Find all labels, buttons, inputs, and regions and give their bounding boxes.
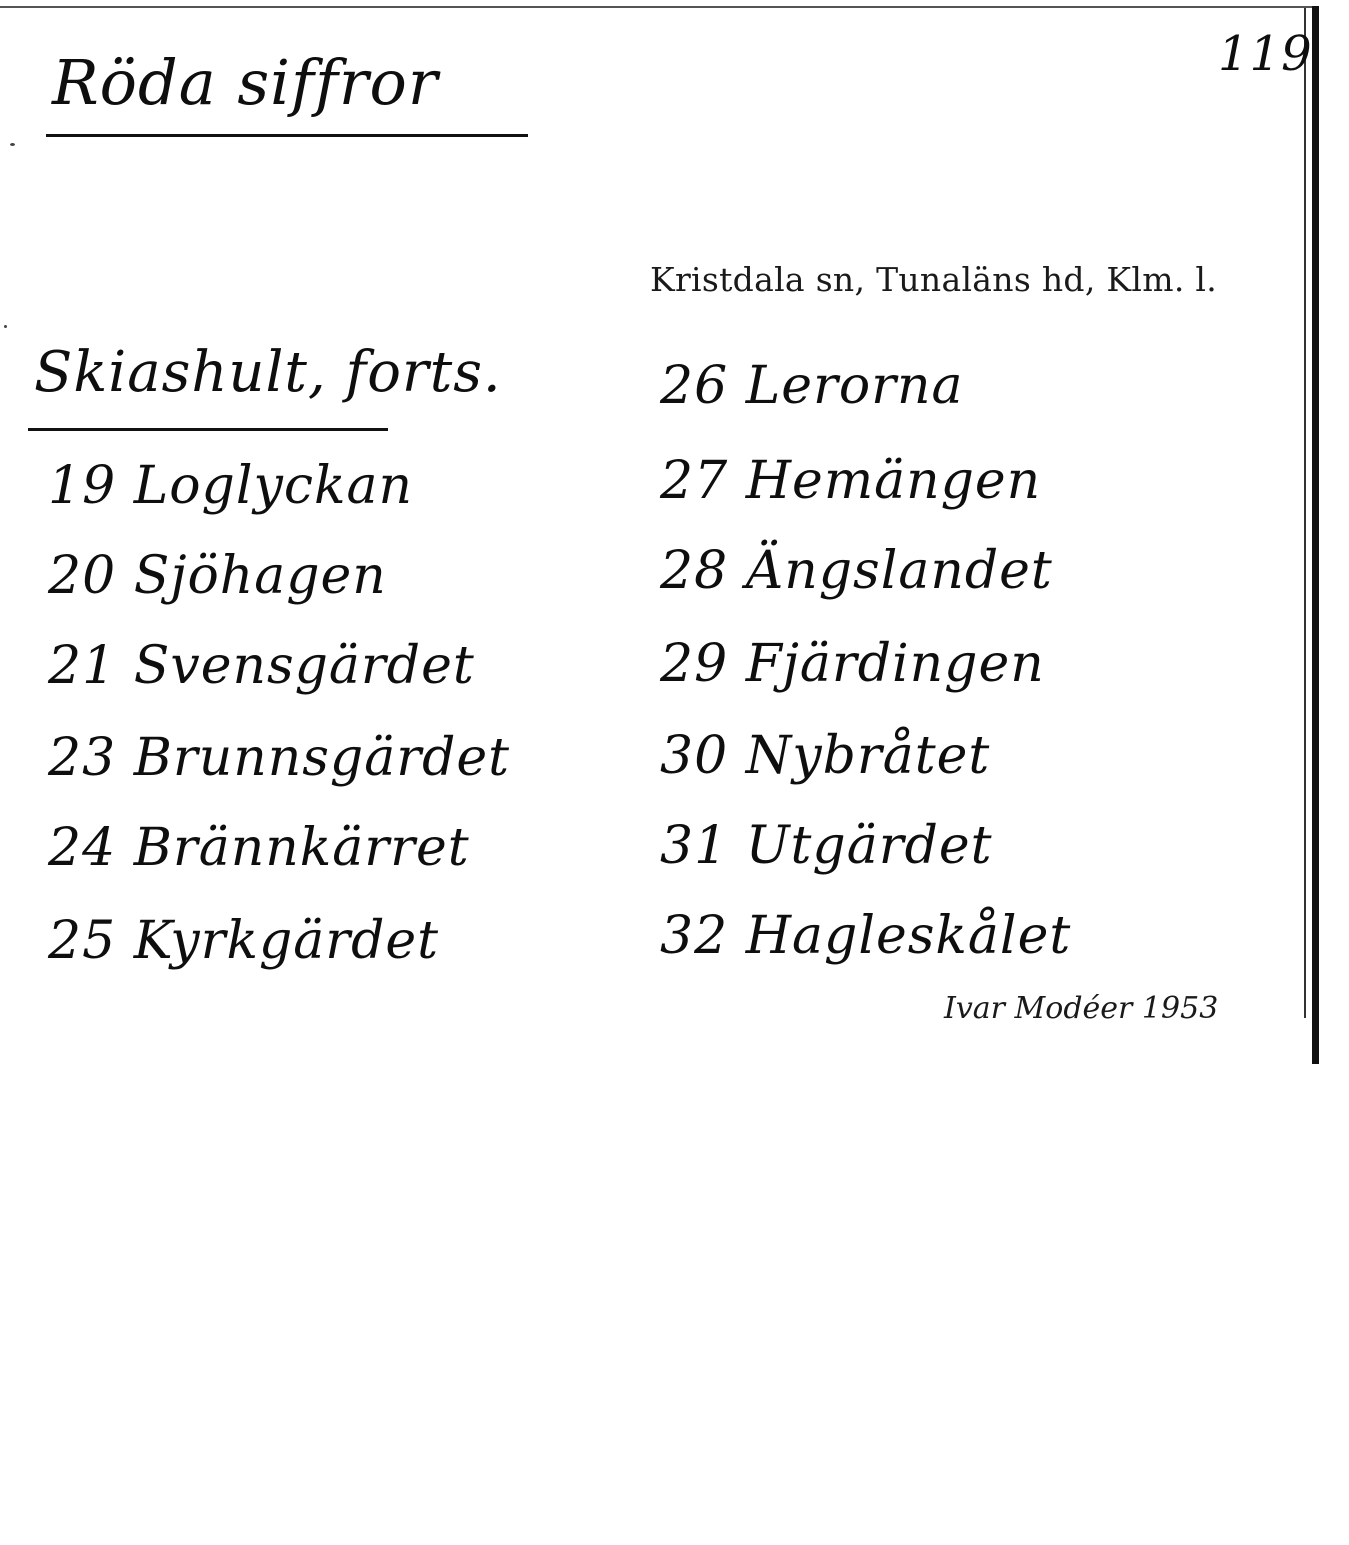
page-number: 119 [1218, 26, 1313, 82]
place-entry: 20 Sjöhagen [48, 546, 387, 606]
place-entry: 23 Brunnsgärdet [48, 728, 511, 788]
place-entry: 31 Utgärdet [660, 816, 993, 876]
subheading-underline [28, 428, 388, 431]
location-line: Kristdala sn, Tunaläns hd, Klm. l. [650, 260, 1218, 299]
title-underline [46, 134, 528, 137]
place-entry: 29 Fjärdingen [660, 634, 1045, 694]
card-right-border-inner [1304, 8, 1306, 1018]
place-entry: 30 Nybråtet [660, 726, 991, 786]
place-entry: 32 Hagleskålet [660, 906, 1072, 966]
place-entry: 27 Hemängen [660, 451, 1042, 511]
place-entry: 19 Loglyckan [48, 456, 413, 516]
author-signature: Ivar Modéer 1953 [944, 991, 1219, 1026]
scan-speck [10, 143, 15, 146]
place-entry: 21 Svensgärdet [48, 636, 475, 696]
place-entry: 26 Lerorna [660, 356, 964, 416]
card-right-border [1312, 6, 1319, 1064]
card-title: Röda siffror [52, 46, 439, 119]
place-entry: 28 Ängslandet [660, 541, 1053, 601]
card-top-border [0, 6, 1316, 8]
scan-speck [4, 325, 7, 328]
subheading: Skiashult, forts. [34, 340, 502, 405]
place-entry: 24 Brännkärret [48, 818, 470, 878]
place-entry: 25 Kyrkgärdet [48, 911, 440, 971]
